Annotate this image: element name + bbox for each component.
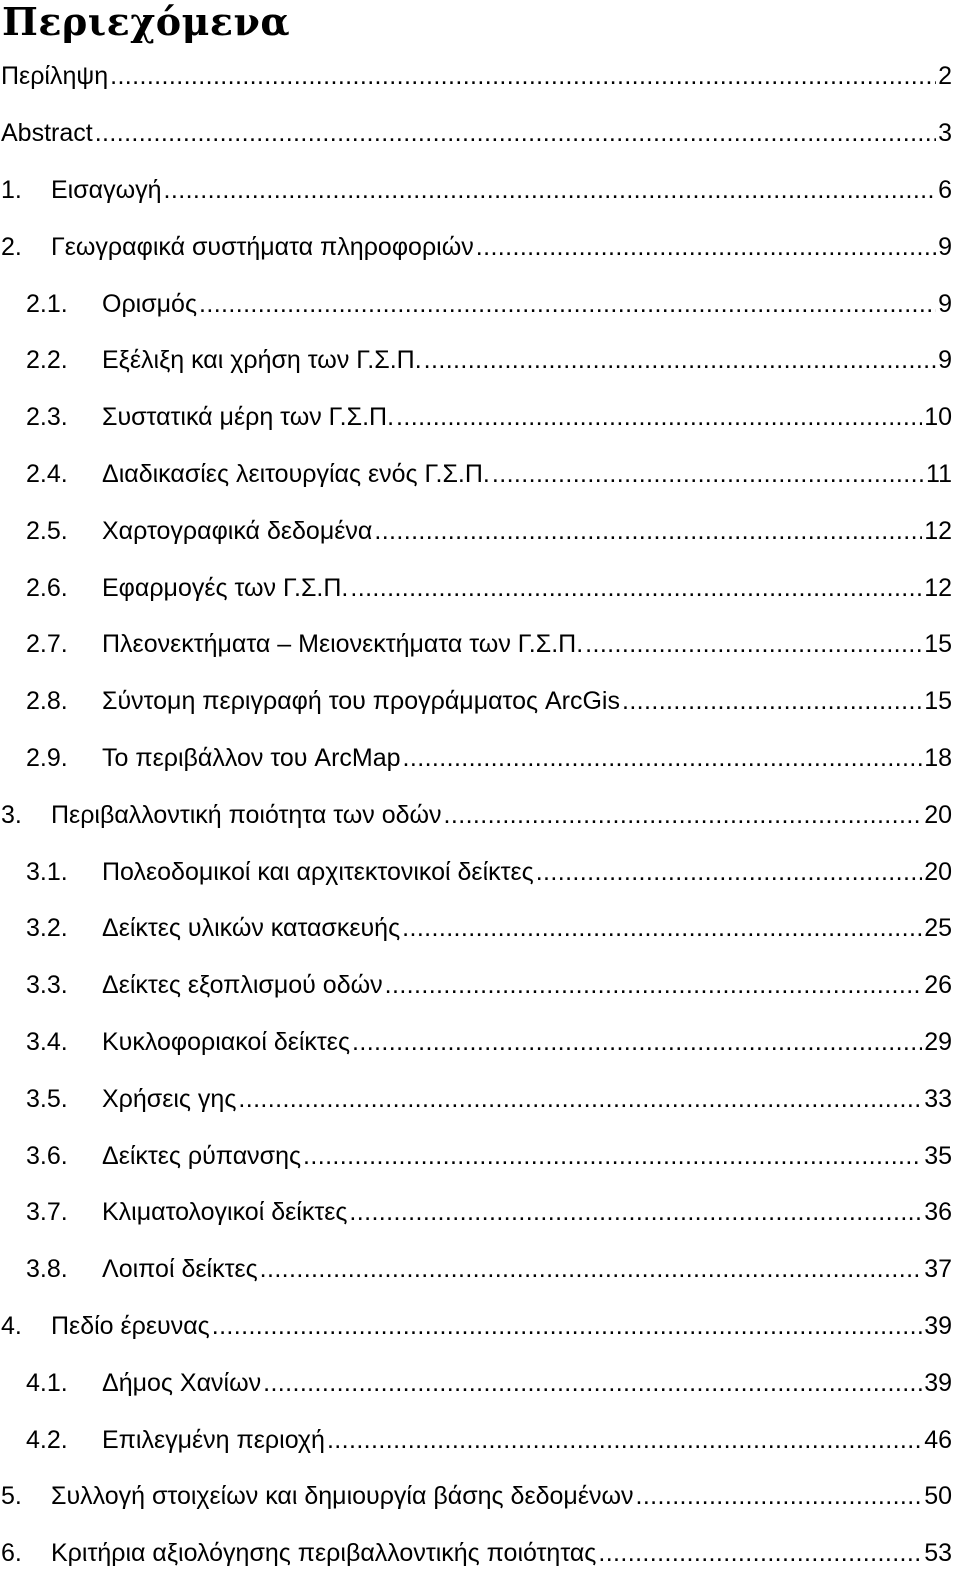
toc-entry-number: 3.: [1, 800, 22, 829]
toc-entry[interactable]: [0, 843, 952, 900]
toc-entry-page-number: 12: [924, 573, 952, 602]
toc-entry-title: Εισαγωγή: [51, 175, 162, 204]
toc-entry-title: Χρήσεις γης: [102, 1084, 237, 1113]
toc-dot-leader: [110, 61, 936, 91]
toc-entry-number: 2.5.: [26, 516, 68, 545]
toc-entry-number: 3.7.: [26, 1198, 68, 1227]
toc-entry-page-number: 2: [938, 62, 952, 91]
toc-entry-title: Περίληψη: [1, 62, 109, 91]
toc-entry-title: Το περιβάλλον του ArcMap: [102, 743, 401, 772]
toc-entry-page-number: 20: [924, 857, 952, 886]
toc-dot-leader: [349, 1197, 922, 1227]
toc-entry-title: Επιλεγμένη περιοχή: [102, 1425, 325, 1454]
toc-entry-title: Πεδίο έρευνας: [51, 1311, 210, 1340]
toc-entry-title: Σύντομη περιγραφή του προγράμματος ArcGis: [102, 687, 620, 716]
toc-entry-title: Λοιποί δείκτες: [102, 1255, 258, 1284]
toc-dot-leader: [402, 913, 922, 943]
toc-entry-page-number: 36: [924, 1198, 952, 1227]
toc-dot-leader: [424, 345, 936, 375]
toc-dot-leader: [585, 629, 922, 659]
toc-entry-title: Χαρτογραφικά δεδομένα: [102, 516, 373, 545]
toc-entry[interactable]: [0, 1070, 952, 1127]
toc-entry-page-number: 15: [924, 687, 952, 716]
toc-entry-number: 4.: [1, 1311, 22, 1340]
toc-dot-leader: [635, 1481, 922, 1511]
toc-entry[interactable]: [0, 105, 952, 162]
toc-entry-page-number: 25: [924, 914, 952, 943]
toc-entry-page-number: 11: [926, 459, 952, 488]
toc-entry-number: 2.8.: [26, 687, 68, 716]
toc-entry-title: Δείκτες εξοπλισμού οδών: [102, 971, 383, 1000]
toc-dot-leader: [476, 232, 936, 262]
toc-dot-leader: [238, 1084, 922, 1114]
toc-entry-number: 2.6.: [26, 573, 68, 602]
toc-entry-page-number: 12: [924, 516, 952, 545]
toc-entry-number: 6.: [1, 1539, 22, 1568]
toc-entry-title: Δείκτες υλικών κατασκευής: [102, 914, 401, 943]
toc-entry-number: 3.3.: [26, 971, 68, 1000]
toc-entry[interactable]: [0, 162, 952, 219]
toc-entry-title: Κυκλοφοριακοί δείκτες: [102, 1027, 350, 1056]
toc-entry[interactable]: [0, 389, 952, 446]
toc-entry[interactable]: [0, 616, 952, 673]
toc-entry[interactable]: [0, 275, 952, 332]
toc-entry-number: 3.5.: [26, 1084, 68, 1113]
toc-entry-title: Πολεοδομικοί και αρχιτεκτονικοί δείκτες: [102, 857, 534, 886]
toc-entry[interactable]: [0, 1014, 952, 1071]
toc-entry-number: 4.1.: [26, 1368, 68, 1397]
toc-entry-number: 3.2.: [26, 914, 68, 943]
toc-entry[interactable]: [0, 218, 952, 275]
toc-entry[interactable]: [0, 900, 952, 957]
toc-entry-title: Κλιματολογικοί δείκτες: [102, 1198, 348, 1227]
toc-entry-page-number: 35: [924, 1141, 952, 1170]
toc-entry[interactable]: [0, 502, 952, 559]
toc-entry-page-number: 9: [938, 232, 952, 261]
toc-dot-leader: [403, 743, 923, 773]
toc-entry-page-number: 20: [924, 800, 952, 829]
toc-entry[interactable]: [0, 1241, 952, 1298]
toc-entry-title: Abstract: [1, 119, 93, 148]
toc-entry-title: Συστατικά μέρη των Γ.Σ.Π.: [102, 403, 395, 432]
toc-dot-leader: [164, 175, 937, 205]
toc-dot-leader: [536, 857, 922, 887]
toc-entry-page-number: 29: [924, 1027, 952, 1056]
toc-entry-page-number: 46: [924, 1425, 952, 1454]
toc-entry-title: Γεωγραφικά συστήματα πληροφοριών: [51, 232, 474, 261]
toc-entry-page-number: 33: [924, 1084, 952, 1113]
toc-dot-leader: [444, 800, 923, 830]
toc-entry-page-number: 6: [938, 175, 952, 204]
toc-entry[interactable]: [0, 1184, 952, 1241]
toc-entry-page-number: 10: [924, 403, 952, 432]
toc-entry-title: Κριτήρια αξιολόγησης περιβαλλοντικής ποιότητας: [51, 1539, 597, 1568]
toc-entry[interactable]: [0, 786, 952, 843]
toc-entry-number: 2.9.: [26, 743, 68, 772]
toc-dot-leader: [260, 1254, 923, 1284]
toc-dot-leader: [374, 516, 922, 546]
toc-dot-leader: [396, 402, 922, 432]
toc-entry-number: 2.4.: [26, 459, 68, 488]
toc-entry-page-number: 9: [938, 289, 952, 318]
toc-entry-title: Δήμος Χανίων: [102, 1368, 262, 1397]
toc-dot-leader: [622, 686, 922, 716]
toc-entry-number: 2.2.: [26, 346, 68, 375]
toc-entry-number: 5.: [1, 1482, 22, 1511]
toc-entry[interactable]: [0, 446, 952, 503]
toc-entry[interactable]: [0, 1127, 952, 1184]
toc-dot-leader: [327, 1425, 922, 1455]
toc-dot-leader: [385, 970, 923, 1000]
toc-entry-page-number: 15: [924, 630, 952, 659]
toc-entry[interactable]: [0, 730, 952, 787]
toc-entry[interactable]: [0, 957, 952, 1014]
toc-entry-title: Συλλογή στοιχείων και δημιουργία βάσης δεδομένων: [51, 1482, 634, 1511]
toc-entry-number: 4.2.: [26, 1425, 68, 1454]
toc-entry-page-number: 3: [938, 119, 952, 148]
toc-entry[interactable]: [0, 673, 952, 730]
toc-dot-leader: [263, 1368, 922, 1398]
toc-entry-title: Πλεονεκτήματα – Μειονεκτήματα των Γ.Σ.Π.: [102, 630, 584, 659]
toc-dot-leader: [598, 1538, 922, 1568]
toc-entry[interactable]: [0, 332, 952, 389]
toc-dot-leader: [492, 459, 924, 489]
toc-entry-title: Εξέλιξη και χρήση των Γ.Σ.Π.: [102, 346, 422, 375]
toc-entry-page-number: 37: [924, 1255, 952, 1284]
toc-entry[interactable]: [0, 559, 952, 616]
toc-entry-page-number: 18: [924, 743, 952, 772]
toc-entry-page-number: 39: [924, 1368, 952, 1397]
toc-entry-page-number: 26: [924, 971, 952, 1000]
toc-entry[interactable]: [0, 1525, 952, 1582]
toc-entry-number: 3.1.: [26, 857, 68, 886]
toc-entry-title: Ορισμός: [102, 289, 198, 318]
toc-dot-leader: [352, 1027, 922, 1057]
toc-dot-leader: [303, 1141, 922, 1171]
toc-dot-leader: [350, 573, 922, 603]
toc-entry-number: 1.: [1, 175, 22, 204]
toc-entry-number: 3.8.: [26, 1255, 68, 1284]
toc-entry-number: 3.6.: [26, 1141, 68, 1170]
toc-entry-title: Περιβαλλοντική ποιότητα των οδών: [51, 800, 442, 829]
toc-entry-number: 2.3.: [26, 403, 68, 432]
toc-entry-number: 2.: [1, 232, 22, 261]
toc-entry-page-number: 39: [924, 1311, 952, 1340]
toc-dot-leader: [212, 1311, 922, 1341]
toc-entry-title: Δείκτες ρύπανσης: [102, 1141, 302, 1170]
toc-entry-number: 3.4.: [26, 1027, 68, 1056]
toc-dot-leader: [95, 118, 936, 148]
toc-entry-number: 2.1.: [26, 289, 68, 318]
toc-entry-page-number: 50: [924, 1482, 952, 1511]
toc-dot-leader: [199, 289, 936, 319]
toc-entry-title: Εφαρμογές των Γ.Σ.Π.: [102, 573, 349, 602]
toc-entry[interactable]: [0, 1468, 952, 1525]
toc-entry-page-number: 53: [924, 1539, 952, 1568]
table-of-contents: [0, 48, 952, 1582]
toc-entry[interactable]: [0, 48, 952, 105]
toc-entry[interactable]: [0, 1354, 952, 1411]
page-title: Περιεχόμενα: [2, 0, 291, 44]
toc-entry-page-number: 9: [938, 346, 952, 375]
toc-entry[interactable]: [0, 1298, 952, 1355]
toc-entry[interactable]: [0, 1411, 952, 1468]
toc-entry-title: Διαδικασίες λειτουργίας ενός Γ.Σ.Π.: [102, 459, 490, 488]
toc-entry-number: 2.7.: [26, 630, 68, 659]
